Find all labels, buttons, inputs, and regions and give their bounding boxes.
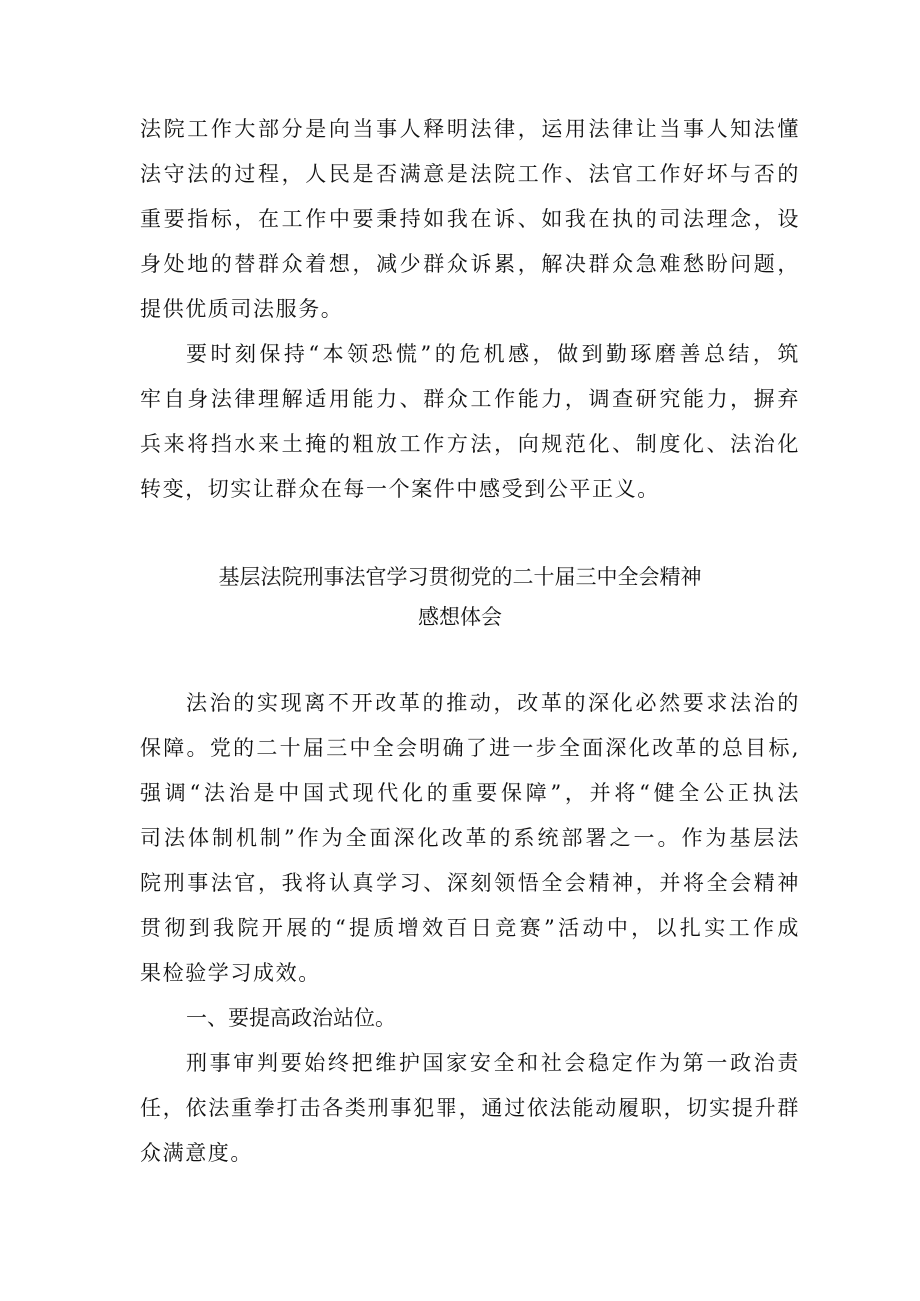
paragraph-line: 重要指标，在工作中要秉持如我在诉、如我在执的司法理念，设 xyxy=(140,207,800,231)
paragraph-line: 法院工作大部分是向当事人释明法律，运用法律让当事人知法懂 xyxy=(140,117,800,141)
paragraph-line: 任，依法重拳打击各类刑事犯罪，通过依法能动履职，切实提升群 xyxy=(140,1096,800,1120)
paragraph-line: 兵来将挡水来土掩的粗放工作方法，向规范化、制度化、法治化 xyxy=(140,432,800,456)
paragraph-line: 法守法的过程，人民是否满意是法院工作、法官工作好坏与否的 xyxy=(140,162,800,186)
paragraph-line: 法治的实现离不开改革的推动，改革的深化必然要求法治的 xyxy=(186,691,800,715)
paragraph-line: 转变，切实让群众在每一个案件中感受到公平正义。 xyxy=(140,477,660,501)
paragraph-line: 强调“法治是中国式现代化的重要保障”，并将“健全公正执法 xyxy=(140,781,800,805)
paragraph-line: 要时刻保持“本领恐慌”的危机感，做到勤琢磨善总结，筑 xyxy=(186,342,800,366)
paragraph-line: 牢自身法律理解适用能力、群众工作能力，调查研究能力，摒弃 xyxy=(140,387,800,411)
paragraph-line: 提供优质司法服务。 xyxy=(140,297,344,321)
paragraph-line: 众满意度。 xyxy=(140,1141,253,1165)
paragraph-line: 贯彻到我院开展的“提质增效百日竞赛”活动中，以扎实工作成 xyxy=(140,916,800,940)
paragraph-line: 司法体制机制”作为全面深化改革的系统部署之一。作为基层法 xyxy=(140,826,800,850)
paragraph-line: 果检验学习成效。 xyxy=(140,961,321,985)
paragraph-line: 院刑事法官，我将认真学习、深刻领悟全会精神，并将全会精神 xyxy=(140,871,800,895)
paragraph-line: 刑事审判要始终把维护国家安全和社会稳定作为第一政治责 xyxy=(186,1051,800,1075)
article-title-line-1: 基层法院刑事法官学习贯彻党的二十届三中全会精神 xyxy=(218,565,702,589)
paragraph-line: 保障。党的二十届三中全会明确了进一步全面深化改革的总目标, xyxy=(140,736,800,760)
section-heading: 一、要提高政治站位。 xyxy=(186,1006,396,1030)
paragraph-line: 身处地的替群众着想，减少群众诉累，解决群众急难愁盼问题， xyxy=(140,252,800,276)
article-title-line-2: 感想体会 xyxy=(418,605,502,629)
